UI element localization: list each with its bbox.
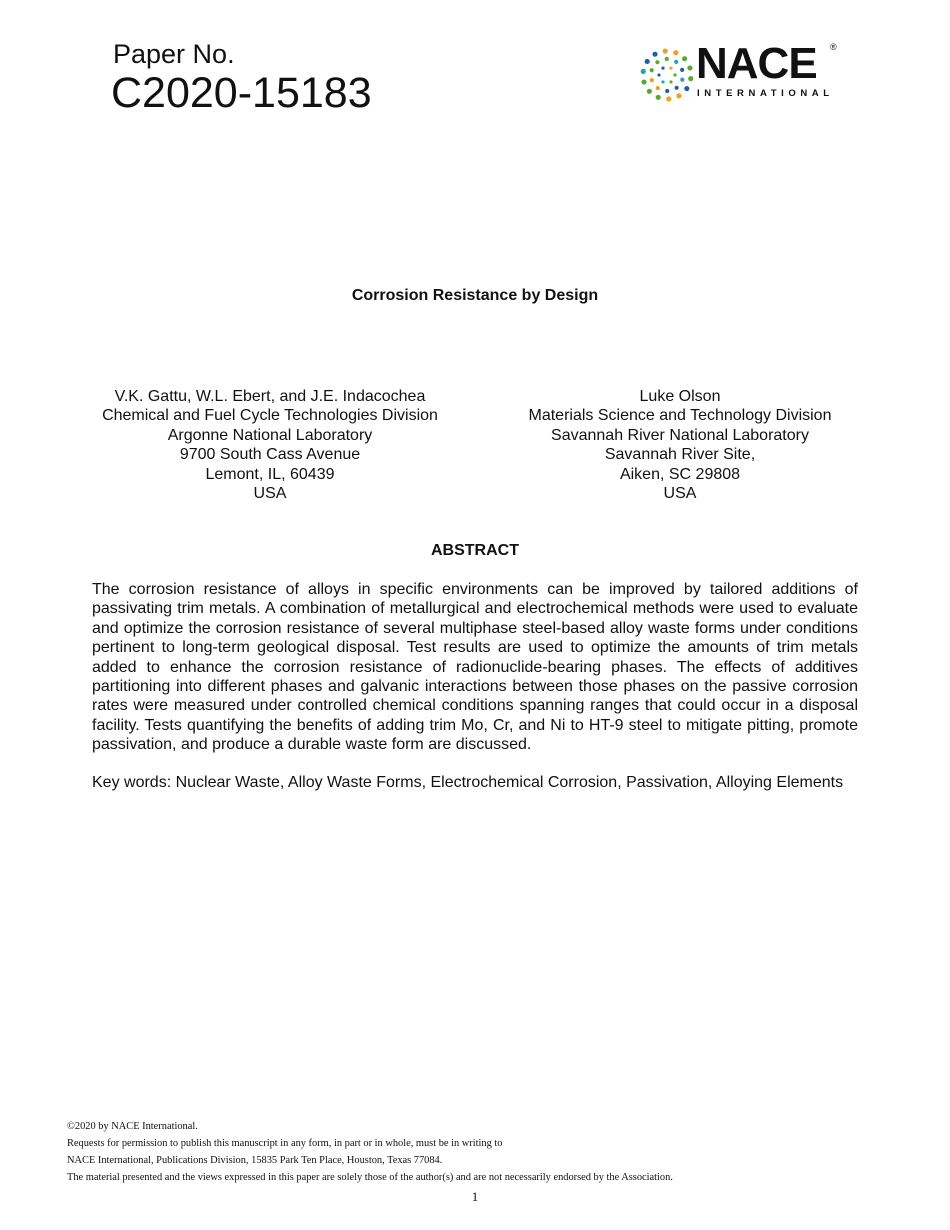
- logo-dot: [656, 86, 660, 90]
- logo-dot: [650, 78, 654, 82]
- logo-dot: [656, 95, 661, 100]
- logo-dot: [665, 89, 669, 93]
- paper-number-label: Paper No.: [113, 39, 235, 69]
- logo-dot: [688, 76, 693, 81]
- author-division: Chemical and Fuel Cycle Technologies Division: [102, 407, 438, 425]
- author-names: Luke Olson: [639, 388, 721, 405]
- abstract-body: The corrosion resistance of alloys in specific environments can be improved by tailored additions of passivating trim metals. A combination of metallurgical and electrochemical methods were used to evaluate and optimize the corrosion resistance of several multiphase steel-based alloy waste forms under conditions pertinent to long-term geological disposal. Test results are used to optimize the amounts of trim metals added to enhance the corrosion resistance of radionuclide-bearing phases. The effects of additives partitioning into different phases and galvanic interactions between those phases on the passive corrosion rates were measured under controlled chemical conditions spanning ranges that could occur in a disposal facility. Tests quantifying the benefits of adding trim Mo, Cr, and Ni to HT-9 steel to mitigate pitting, promote passivation, and produce a durable waste form are discussed.: [92, 581, 858, 754]
- author-division: Materials Science and Technology Division: [528, 407, 832, 425]
- logo-dot: [673, 73, 676, 76]
- registered-mark: ®: [830, 42, 837, 52]
- logo-dot: [655, 60, 659, 64]
- footer-line: Requests for permission to publish this manuscript in any form, in part or in whole, must be in writing to: [67, 1138, 503, 1149]
- nace-logo: [638, 39, 838, 104]
- footer-line: ©2020 by NACE International.: [67, 1121, 198, 1132]
- author-country: USA: [663, 485, 697, 503]
- footer-line: NACE International, Publications Division, 15835 Park Ten Place, Houston, Texas 77084.: [67, 1155, 443, 1166]
- paper-number: C2020-15183: [111, 69, 372, 117]
- logo-dot: [641, 79, 646, 84]
- logo-dot: [666, 96, 671, 101]
- logo-dot: [682, 56, 687, 61]
- logo-dot: [669, 80, 672, 83]
- keywords: Key words: Nuclear Waste, Alloy Waste Forms, Electrochemical Corrosion, Passivation, Alloying Elements: [92, 774, 844, 791]
- logo-dot: [674, 86, 678, 90]
- logo-dot: [645, 59, 650, 64]
- author-names: V.K. Gattu, W.L. Ebert, and J.E. Indacochea: [114, 388, 426, 405]
- author-block-savannah: [480, 387, 880, 503]
- page-number: 1: [471, 1189, 479, 1204]
- logo-dot: [652, 52, 657, 57]
- logo-dot: [650, 68, 654, 72]
- footer-line: The material presented and the views expressed in this paper are solely those of the author(s) and are not necessarily endorsed by the Association.: [67, 1172, 673, 1183]
- logo-dot: [676, 93, 681, 98]
- author-city: Lemont, IL, 60439: [205, 465, 335, 483]
- logo-dot: [680, 68, 684, 72]
- logo-dot: [665, 57, 669, 61]
- paper-title: Corrosion Resistance by Design: [351, 287, 599, 304]
- logo-dot: [641, 69, 646, 74]
- copyright-footer: [67, 1118, 927, 1186]
- author-institution: Argonne National Laboratory: [167, 426, 373, 444]
- logo-dot: [663, 48, 668, 53]
- logo-dot: [647, 89, 652, 94]
- author-street: 9700 South Cass Avenue: [179, 446, 361, 464]
- logo-dot: [669, 66, 672, 69]
- logo-dot: [674, 60, 678, 64]
- nace-dot-swirl-icon: [638, 48, 696, 102]
- logo-dot: [680, 78, 684, 82]
- logo-dot: [657, 73, 660, 76]
- author-site: Savannah River Site,: [604, 446, 756, 464]
- author-city: Aiken, SC 29808: [619, 465, 741, 483]
- logo-wordmark: NACE: [696, 39, 817, 88]
- logo-subtitle: INTERNATIONAL: [697, 88, 834, 99]
- logo-dot: [661, 66, 664, 69]
- logo-dot: [661, 80, 664, 83]
- abstract-heading: ABSTRACT: [431, 542, 519, 559]
- author-country: USA: [253, 485, 287, 503]
- author-institution: Savannah River National Laboratory: [551, 426, 809, 444]
- logo-dot: [687, 65, 692, 70]
- author-block-argonne: [70, 387, 470, 503]
- logo-dot: [673, 50, 678, 55]
- logo-dot: [684, 86, 689, 91]
